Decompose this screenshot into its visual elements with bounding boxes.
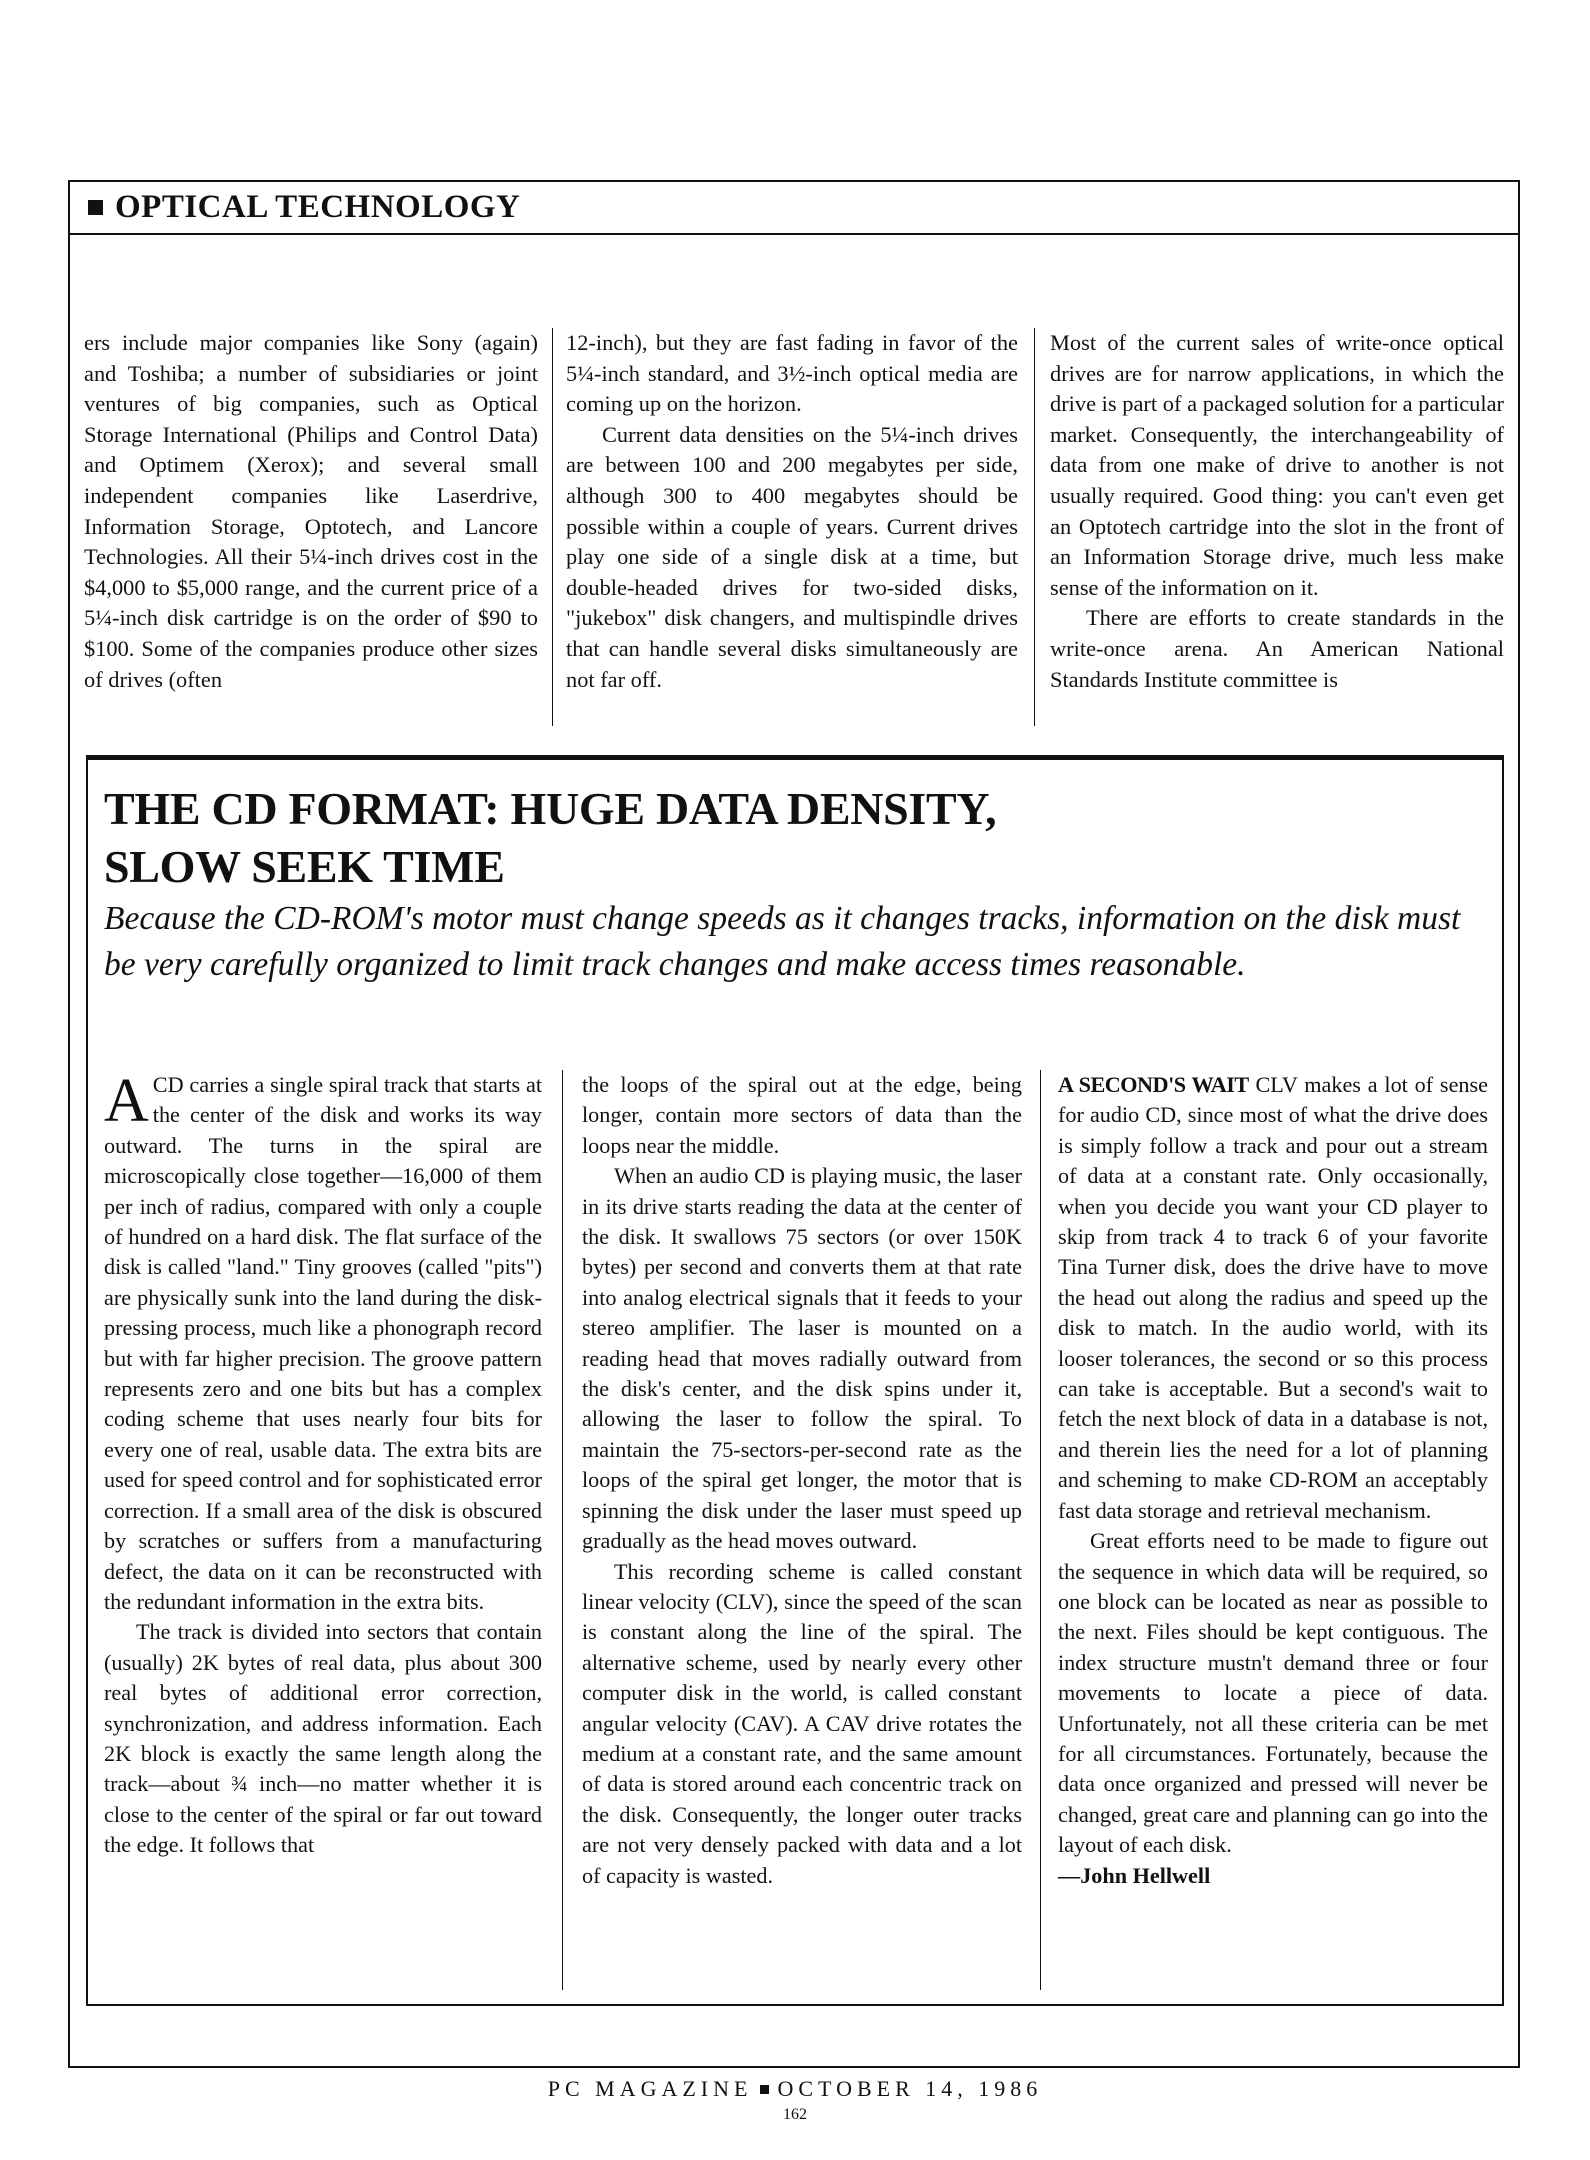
drop-cap: A [104,1067,149,1135]
column-rule [1034,328,1035,726]
magazine-name: PC MAGAZINE [547,2076,753,2101]
column-rule [562,1070,563,1990]
main-article [84,328,1504,726]
paragraph: There are efforts to create standards in the write-once arena. An American National Standards Institute committee is [1050,605,1504,692]
paragraph: Great efforts need to be made to figure out the sequence in which data will be required, so one block can be located as near as possible to the next. Files should be kept contiguous. The index structure mustn't demand three or four movements to locate a piece of data. Unfortunately, not all these criteria can be met for all circumstances. Fortunately, because the data once organized and pressed will never be changed, great care and planning can go into the layout of each disk. [1058,1528,1488,1858]
column-rule [552,328,553,726]
paragraph: When an audio CD is playing music, the laser in its drive starts reading the data at the center of the disk. It swallows 75 sectors (or over 150K bytes) per second and converts them at that rate into analog electrical signals that it feeds to your stereo amplifier. The laser is mounted on a reading head that moves radially outward from the disk's center, and the disk spins under it, allowing the laser to follow the spiral. To maintain the 75-sectors-per-second rate as the loops of the spiral get longer, the motor that is spinning the disk under the laser must speed up gradually as the head moves outward. [582,1163,1022,1554]
sidebar-col-2 [582,1070,1022,1891]
sidebar-title-line-1: THE CD FORMAT: HUGE DATA DENSITY, [104,783,997,834]
square-bullet-icon [88,200,103,215]
paragraph: the loops of the spiral out at the edge, being longer, contain more sectors of data than the loops near the middle. [582,1072,1022,1158]
main-col-1 [84,328,538,695]
sidebar-title-line-2: SLOW SEEK TIME [104,841,505,892]
paragraph-text: CD carries a single spiral track that starts at the center of the disk and works its way outward. The turns in the spiral are microscopically close together—16,000 of them per inch of radius, compared with only a couple of hundred on a hard disk. The flat surface of the disk is called "land." Tiny grooves (called "pits") are physically sunk into the land during the disk-pressing process, much like a phonograph record but with far higher precision. The groove pattern represents zero and one bits but has a complex coding scheme that uses nearly four bits for every one of real, usable data. The extra bits are used for speed control and for sophisticated error correction. If a small area of the disk is obscured by scratches or suffers from a manufacturing defect, the data on it can be reconstructed with the redundant information in the extra bits. [104,1072,542,1614]
sidebar-col-3 [1058,1070,1488,1891]
paragraph-text: CLV makes a lot of sense for audio CD, since most of what the drive does is simply follow a track and pour out a stream of data at a constant rate. Only occasionally, when you decide you want your CD player to skip from track 4 to track 6 of your favorite Tina Turner disk, does the drive have to move the head out along the radius and speed up the disk to match. In the audio world, with its looser tolerances, the second or so this process can take is acceptable. But a second's wait to fetch the next block of data in a database is not, and therein lies the need for a lot of planning and scheming to make CD-ROM an acceptably fast data storage and retrieval mechanism. [1058,1072,1488,1523]
sidebar-col-1 [104,1067,542,1861]
main-col-2 [566,328,1018,695]
square-bullet-icon [760,2085,769,2094]
sidebar-deck: Because the CD-ROM's motor must change speeds as it changes tracks, information on the disk must be very carefully organized to limit track changes and make access times reasonable. [104,900,1461,983]
sidebar-columns [104,1067,1488,1990]
page-number: 162 [783,2106,807,2123]
run-in-heading: A SECOND'S WAIT [1058,1072,1249,1097]
paragraph: Current data densities on the 5¼-inch drives are between 100 and 200 megabytes per side, although 300 to 400 megabytes should be possible within a couple of years. Current drives play one side of a single disk at a time, but double-headed drives for two-sided disks, "jukebox" disk changers, and multispindle drives that can handle several disks simultaneously are not far off. [566,421,1018,692]
issue-date: OCTOBER 14, 1986 [777,2076,1043,2101]
main-col-3 [1050,328,1504,695]
section-header [68,180,1520,235]
paragraph [104,1067,542,1617]
paragraph: This recording scheme is called constant linear velocity (CLV), since the speed of the scan is constant along the line of the spiral. The alternative scheme, used by nearly every other computer disk in the world, is called constant angular velocity (CAV). A CAV drive rotates the medium at a constant rate, and the same amount of data is stored around each concentric track on the disk. Consequently, the longer outer tracks are not very densely packed with data and a lot of capacity is wasted. [582,1558,1022,1888]
page-footer [0,2076,1590,2102]
paragraph: ers include major companies like Sony (again) and Toshiba; a number of subsidiaries or joint ventures of big companies, such as Optical Storage International (Philips and Control Data) and Optimem (Xerox); and several small independent companies like Laserdrive, Information Storage, Optotech, and Lancore Technologies. All their 5¼-inch drives cost in the $4,000 to $5,000 range, and the current price of a 5¼-inch disk cartridge is on the order of $90 to $100. Some of the companies produce other sizes of drives (often [84,330,538,692]
byline: —John Hellwell [1058,1862,1211,1888]
section-label: OPTICAL TECHNOLOGY [115,189,521,225]
sidebar-box [86,755,1504,2006]
sidebar-title [104,780,1464,896]
paragraph: Most of the current sales of write-once optical drives are for narrow applications, in which the drive is part of a packaged solution for a particular market. Consequently, the interchangeability of data from one make of drive to another is not usually required. Good thing: you can't even get an Optotech cartridge into the slot in the front of an Information Storage drive, much less make sense of the information on it. [1050,330,1504,600]
column-rule [1040,1070,1041,1990]
paragraph: The track is divided into sectors that contain (usually) 2K bytes of real data, plus about 300 real bytes of additional error correction, synchronization, and address information. Each 2K block is exactly the same length along the track—about ¾ inch—no matter whether it is close to the center of the spiral or far out toward the edge. It follows that [104,1619,542,1858]
paragraph: 12-inch), but they are fast fading in favor of the 5¼-inch standard, and 3½-inch optical media are coming up on the horizon. [566,330,1018,417]
paragraph [1058,1070,1488,1526]
